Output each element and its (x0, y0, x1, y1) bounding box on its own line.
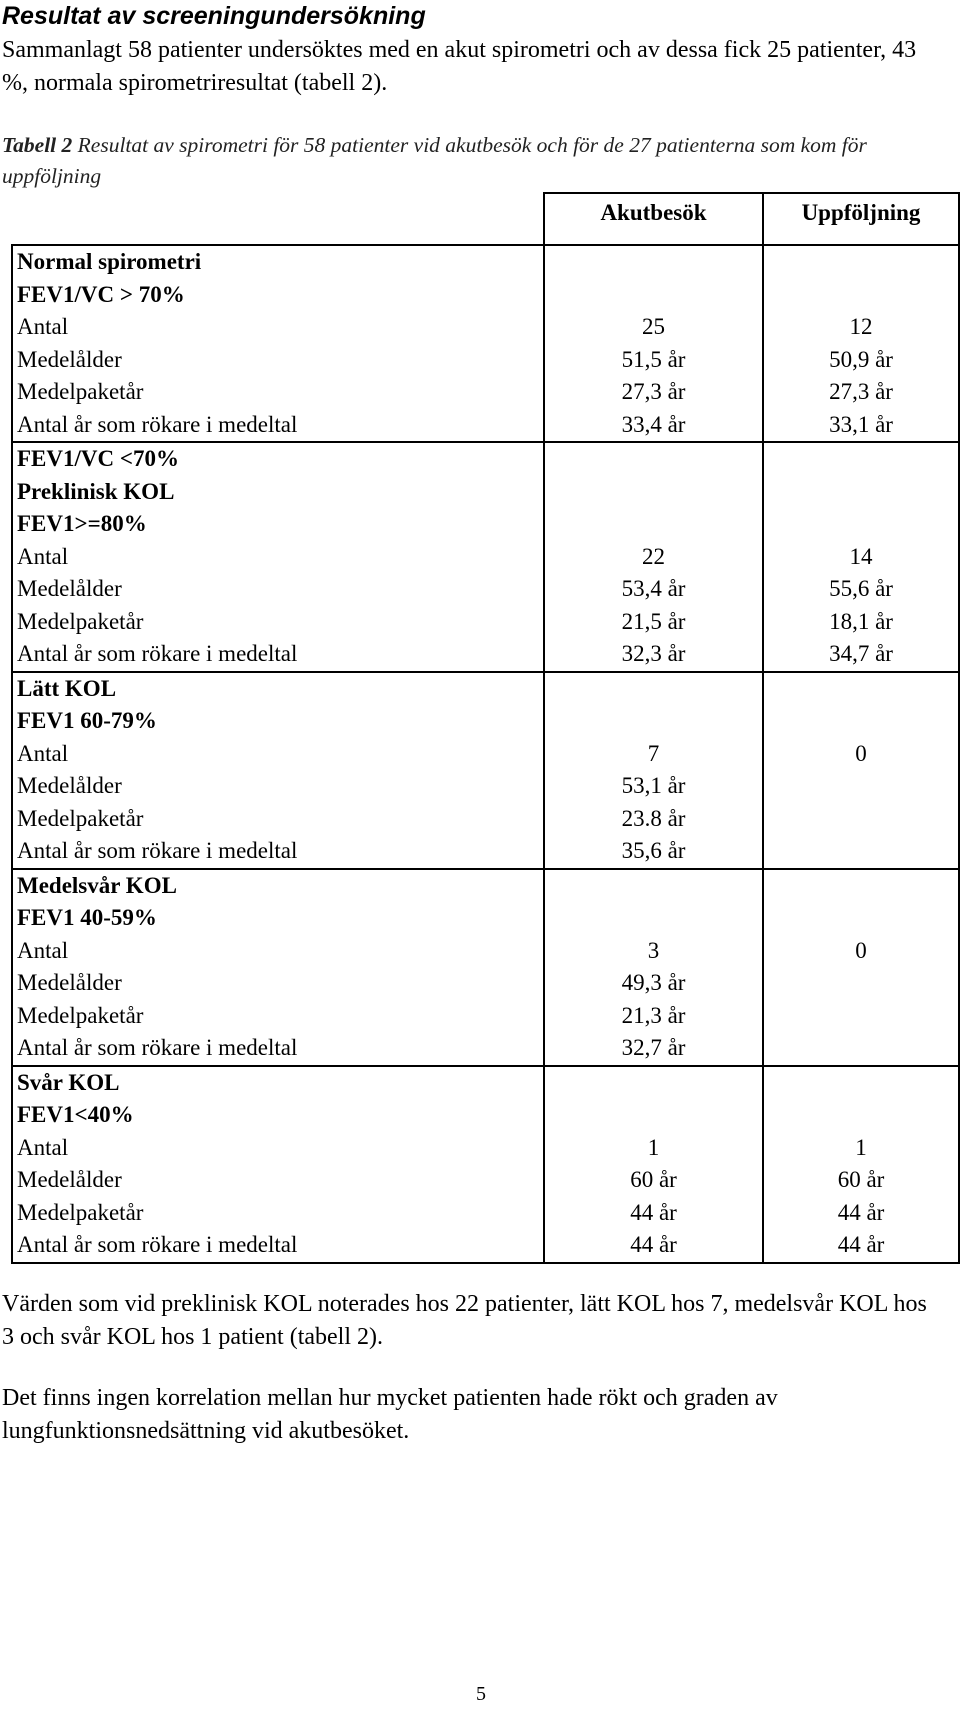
table-caption-label: Tabell 2 (2, 133, 73, 157)
row-label: Medelålder (17, 970, 122, 995)
column-header-uppfoljning: Uppföljning (763, 193, 959, 245)
row-label: Antal (17, 543, 69, 569)
group-heading: Medelsvår KOL (17, 872, 177, 898)
uppfoljning-value: 12 (849, 314, 873, 339)
row-label: Medelpaketår (17, 608, 144, 634)
row-label: Antal (17, 314, 69, 339)
table-group (12, 672, 959, 869)
akutbesok-cell (544, 442, 763, 672)
uppfoljning-value: 50,9 år (829, 346, 893, 372)
uppfoljning-value: 0 (855, 740, 867, 766)
uppfoljning-cell (763, 442, 959, 672)
row-label: Medelålder (17, 773, 122, 798)
akutbesok-value: 33,4 år (621, 411, 686, 437)
row-label: Medelpaketår (17, 805, 144, 831)
row-label: Medelpaketår (17, 1002, 144, 1028)
row-label: Antal år som rökare i medeltal (17, 1035, 298, 1060)
label-cell (12, 442, 544, 672)
table-row (12, 1066, 959, 1263)
row-label: Antal (17, 937, 69, 963)
uppfoljning-cell (763, 869, 959, 1066)
uppfoljning-value: 27,3 år (829, 379, 893, 404)
group-heading: Preklinisk KOL (17, 478, 175, 504)
table-row (12, 869, 959, 1066)
akutbesok-value: 49,3 år (621, 970, 686, 995)
group-heading: FEV1>=80% (17, 511, 147, 536)
intro-paragraph: Sammanlagt 58 patienter undersöktes med en akut spirometri och av dessa fick 25 patienter, 43 %, normala spirometriresultat (tabell 2). (2, 37, 917, 96)
uppfoljning-cell (763, 672, 959, 869)
table-row (12, 442, 959, 672)
row-label: Medelpaketår (17, 379, 144, 404)
column-header-akutbesok: Akutbesök (544, 193, 763, 245)
row-label: Antal (17, 1134, 69, 1160)
table-caption (2, 130, 957, 192)
table-group (12, 869, 959, 1066)
section-heading: Resultat av screeningundersökning (2, 2, 426, 30)
uppfoljning-value (764, 835, 958, 868)
label-cell (12, 672, 544, 869)
akutbesok-value: 44 år (630, 1199, 677, 1225)
uppfoljning-value: 18,1 år (829, 608, 893, 634)
akutbesok-value: 60 år (630, 1167, 677, 1192)
row-label: Medelålder (17, 1167, 122, 1192)
uppfoljning-value: 33,1 år (829, 411, 893, 437)
akutbesok-value: 53,1 år (621, 773, 686, 798)
row-label: Antal år som rökare i medeltal (17, 838, 298, 863)
akutbesok-value: 35,6 år (621, 838, 686, 863)
uppfoljning-value (764, 770, 958, 803)
uppfoljning-value (764, 1032, 958, 1065)
group-heading: FEV1/VC <70% (17, 446, 179, 471)
table-group (12, 1066, 959, 1263)
akutbesok-value: 44 år (630, 1232, 677, 1257)
uppfoljning-value (764, 803, 958, 836)
row-label: Medelålder (17, 576, 122, 601)
table-row (12, 672, 959, 869)
akutbesok-value: 53,4 år (621, 576, 686, 601)
uppfoljning-cell (763, 1066, 959, 1263)
table-row (12, 245, 959, 442)
results-paragraph: Värden som vid preklinisk KOL noterades hos 22 patienter, lätt KOL hos 7, medelsvår KOL hos 3 och svår KOL hos 1 patient (tabell 2). (2, 1291, 927, 1350)
akutbesok-value: 32,7 år (621, 1035, 686, 1060)
akutbesok-value: 3 (647, 937, 660, 963)
uppfoljning-value: 14 (849, 543, 873, 569)
label-cell (12, 245, 544, 442)
uppfoljning-value: 60 år (837, 1167, 885, 1192)
uppfoljning-value: 1 (855, 1134, 867, 1160)
table-caption-text: Resultat av spirometri för 58 patienter vid akutbesök och för de 27 patienterna som kom för uppföljning (2, 133, 867, 188)
uppfoljning-value: 34,7 år (829, 641, 893, 666)
group-heading: FEV1 40-59% (17, 905, 157, 930)
group-heading: FEV1/VC > 70% (17, 281, 185, 307)
group-heading: Normal spirometri (17, 249, 202, 274)
akutbesok-cell (544, 869, 763, 1066)
row-label: Antal år som rökare i medeltal (17, 641, 298, 666)
akutbesok-value: 21,5 år (621, 608, 686, 634)
group-heading: Svår KOL (17, 1069, 120, 1095)
akutbesok-value: 1 (647, 1134, 660, 1160)
row-label: Antal år som rökare i medeltal (17, 1232, 298, 1257)
akutbesok-cell (544, 672, 763, 869)
akutbesok-value: 25 (642, 314, 665, 339)
akutbesok-value: 51,5 år (621, 346, 686, 372)
uppfoljning-value: 55,6 år (829, 576, 893, 601)
row-label: Antal (17, 740, 69, 766)
akutbesok-cell (544, 245, 763, 442)
corner-cell (12, 193, 544, 245)
page-number: 5 (476, 1683, 486, 1705)
uppfoljning-value (764, 1000, 958, 1033)
akutbesok-value: 32,3 år (621, 641, 686, 666)
akutbesok-value: 22 (642, 543, 665, 569)
group-heading: FEV1 60-79% (17, 708, 157, 733)
uppfoljning-value: 44 år (837, 1199, 885, 1225)
akutbesok-value: 27,3 år (621, 379, 686, 404)
uppfoljning-cell (763, 245, 959, 442)
label-cell (12, 1066, 544, 1263)
akutbesok-value: 7 (647, 740, 660, 766)
akutbesok-value: 23.8 år (621, 805, 686, 831)
uppfoljning-value (764, 967, 958, 1000)
table-group (12, 442, 959, 672)
group-heading: FEV1<40% (17, 1102, 134, 1127)
row-label: Antal år som rökare i medeltal (17, 411, 298, 437)
row-label: Medelpaketår (17, 1199, 144, 1225)
row-label: Medelålder (17, 346, 122, 372)
akutbesok-cell (544, 1066, 763, 1263)
correlation-paragraph: Det finns ingen korrelation mellan hur mycket patienten hade rökt och graden av lungfunktionsnedsättning vid akutbesöket. (2, 1385, 778, 1444)
table-group (12, 245, 959, 442)
akutbesok-value: 21,3 år (621, 1002, 686, 1028)
uppfoljning-value: 0 (855, 937, 867, 963)
uppfoljning-value: 44 år (837, 1232, 885, 1257)
label-cell (12, 869, 544, 1066)
results-table (11, 192, 960, 1264)
group-heading: Lätt KOL (17, 675, 117, 701)
